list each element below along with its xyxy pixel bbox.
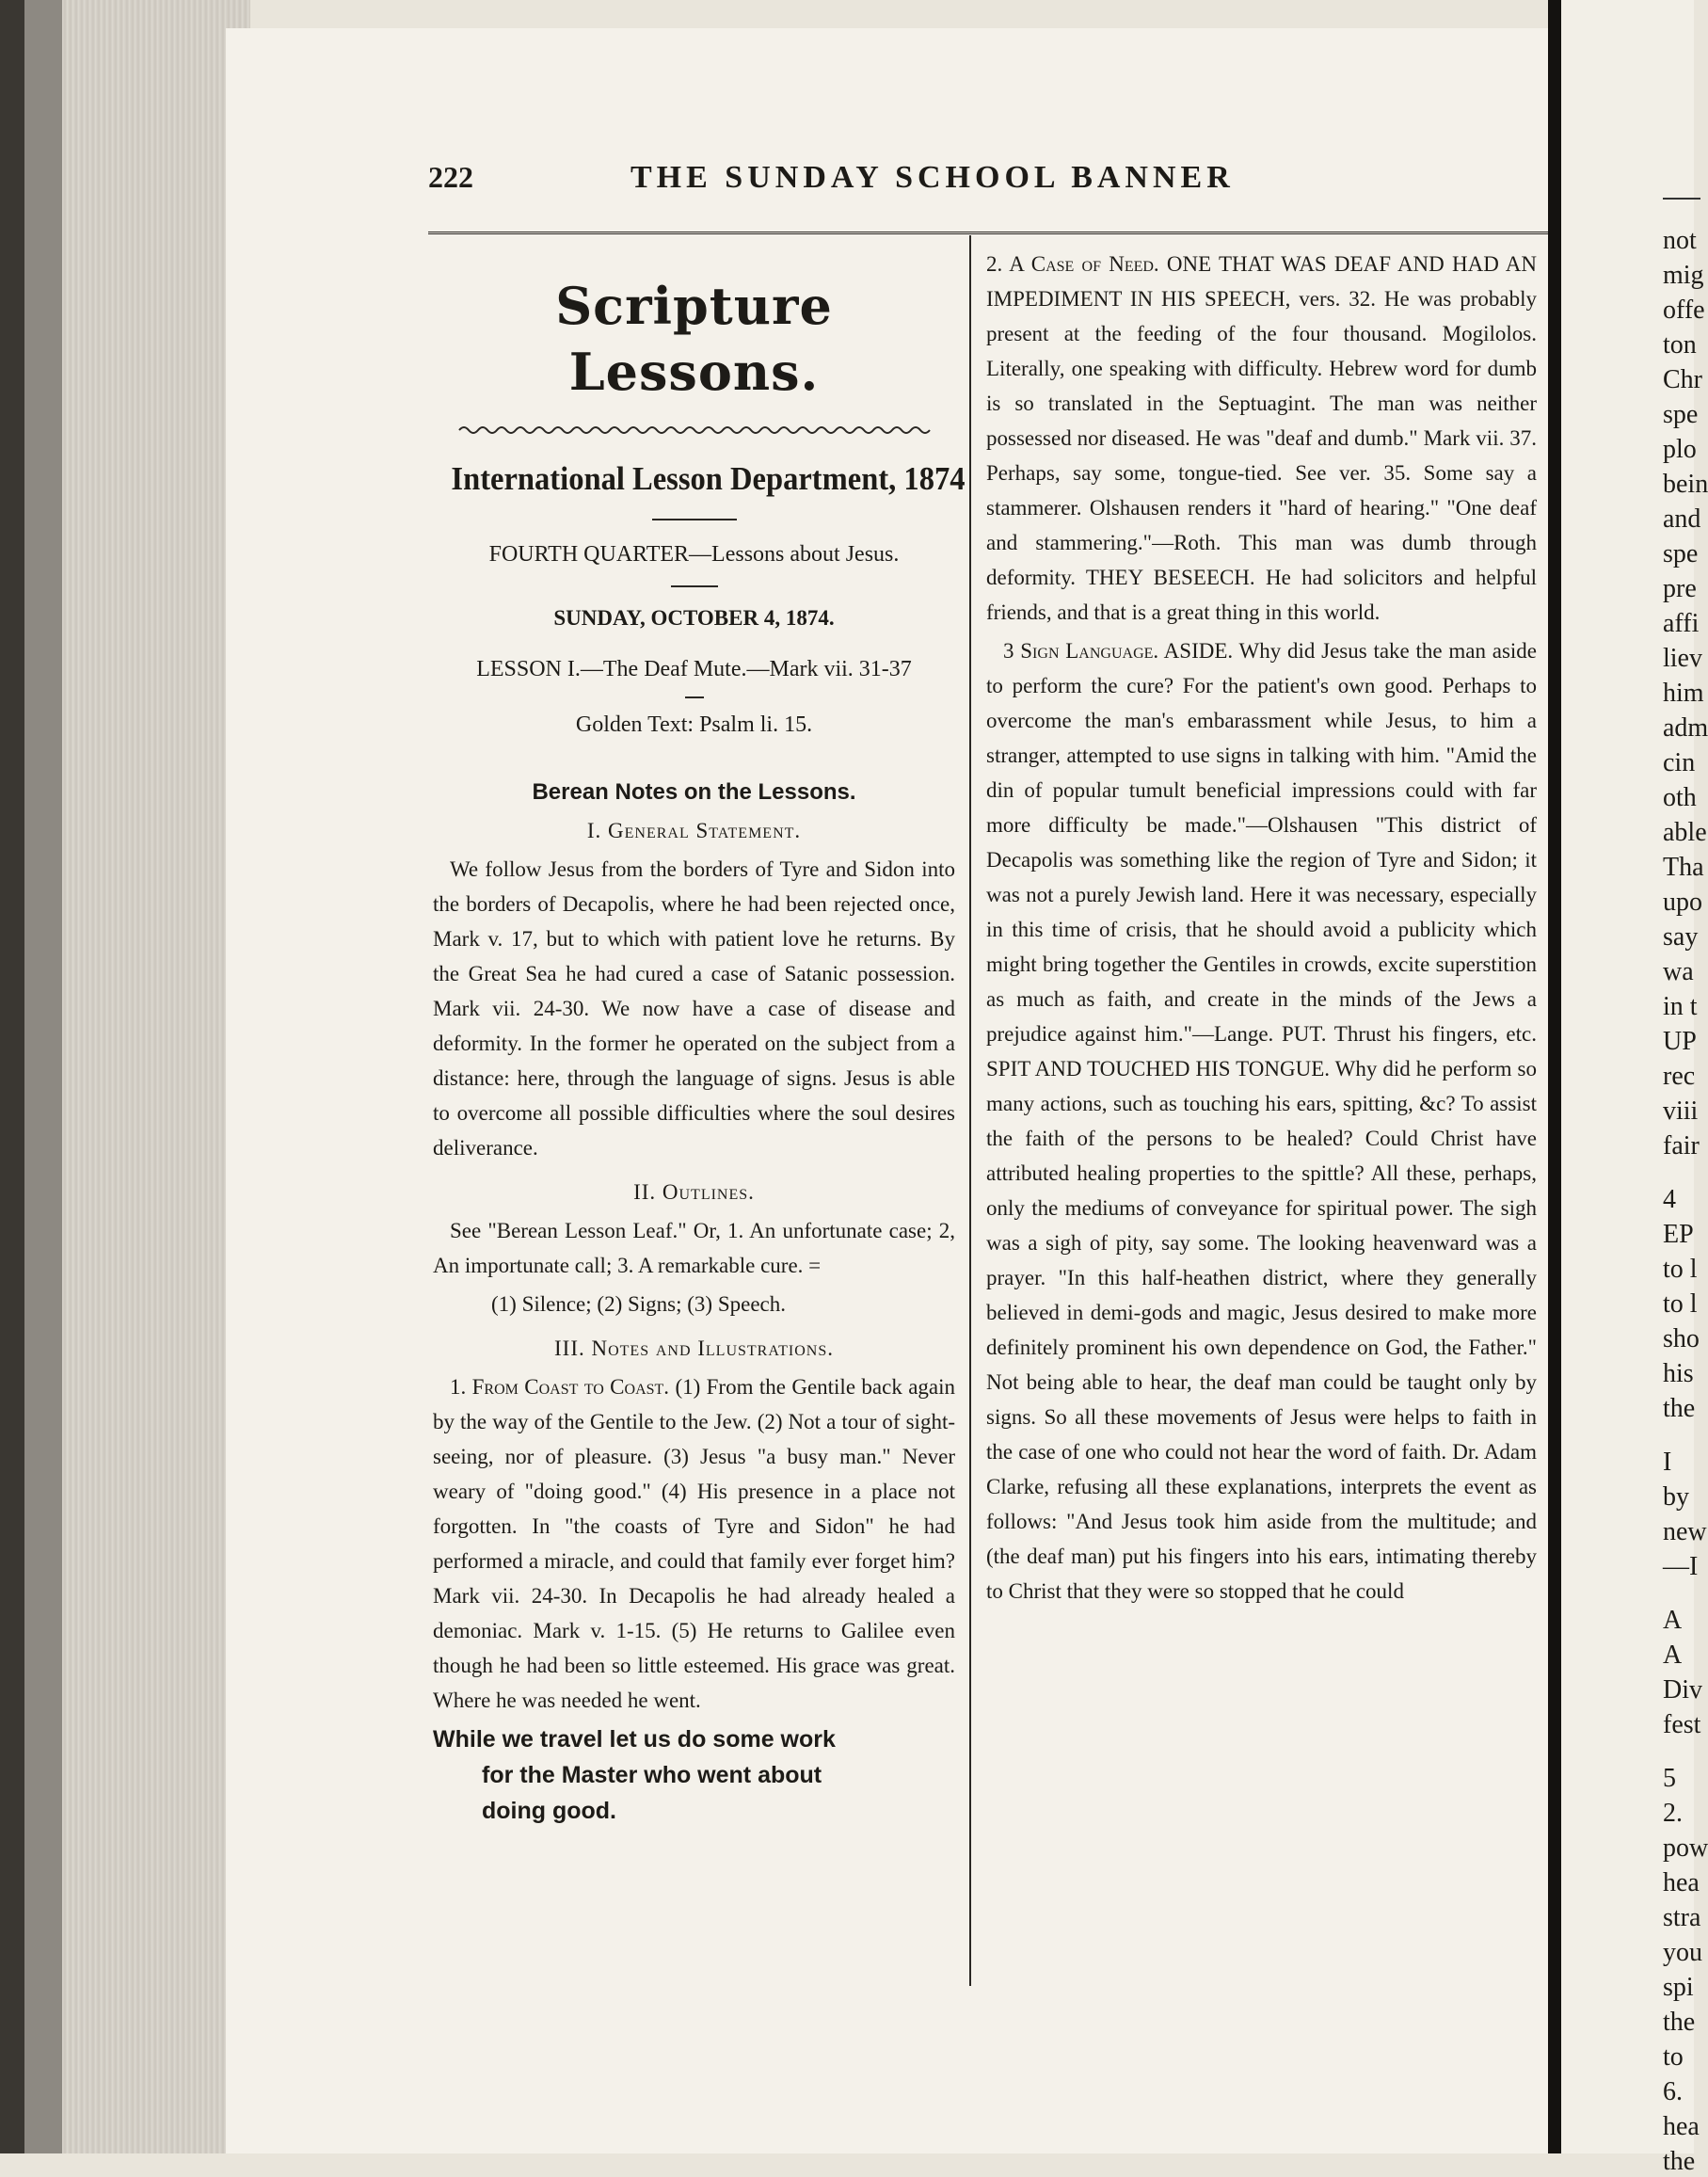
facing-page-line: spe [1663, 400, 1699, 429]
journal-title: THE SUNDAY SCHOOL BANNER [631, 160, 1235, 195]
facing-page-line: 4 [1663, 1185, 1676, 1214]
book-edge [24, 0, 62, 2153]
facing-page-line: new [1663, 1517, 1707, 1546]
outlines-heading: II. Outlines. [633, 1180, 755, 1204]
facing-page-line: A [1663, 1606, 1683, 1635]
divider [671, 585, 718, 587]
facing-page-line: plo [1663, 435, 1697, 464]
facing-page-line: A [1663, 1641, 1683, 1670]
facing-page-line: oth [1663, 783, 1697, 812]
general-statement-text: We follow Jesus from the borders of Tyre and Sidon into the borders of Decapolis, where he had been rejected once, Mark v. 17, but to which with patient love he returns. By the Great Sea he had cured a case of Satanic possession. Mark vii. 24-30. We now have a case of disease and deformity. In the former he operated on the subject from a distance: here, through the language of signs. Jesus is able to overcome all possible difficulties where the soul desires deliverance. [433, 857, 955, 1160]
facing-page-line: upo [1663, 888, 1702, 917]
facing-page-line: cin [1663, 748, 1696, 777]
note-3-text: ASIDE. Why did Jesus take the man aside to perform the cure? For the patient's own good. Perhaps to overcome the man's embarassment while Jesus, to him a stranger, attempted to use signs in talking with him. "Amid the din of popular tumult beneficial impressions could with far more difficulty be made."—Olshausen "This district of Decapolis was something like the region of Tyre and Sidon; it was not a purely Jewish land. Here it was necessary, especially in this time of crisis, that he should avoid a publicity which might bring together the Gentiles in crowds, excite superstition as much as faith, and create in the minds of the Jews a prejudice against him."—Lange. PUT. Thrust his fingers, etc. SPIT AND TOUCHED HIS TONGUE. Why did he perform so many actions, such as touching his ears, spitting, &c? To assist the faith of the persons to be healed? Could Christ have attributed healing properties to the spittle? All these, perhaps, only the mediums of conveyance for spiritual power. The sigh was a sigh of pity, say some. The looking heavenward was a prayer. "In this half-heathen district, where they generally believed in demi-gods and magic, Jesus desired to make more definitely prominent his own dependence on God, the Father." Not being able to hear, the deaf man could be taught only by signs. So all these movements of Jesus were helps to faith in the case of one who could not hear the word of faith. Dr. Adam Clarke, refusing all these explanations, interprets the event as follows: "And Jesus took him aside from the multitude; and (the deaf man) put his fingers into his ears, intimating thereby to Christ that they were so stopped that he could [986, 639, 1537, 1603]
facing-page-line: wa [1663, 957, 1694, 986]
facing-page-line: fest [1663, 1710, 1701, 1739]
facing-page-line: hea [1663, 1868, 1700, 1897]
notes-heading: III. Notes and Illustrations. [554, 1337, 834, 1360]
quarter-heading: FOURTH QUARTER—Lessons about Jesus. [488, 542, 900, 567]
facing-page-line: adm [1663, 713, 1708, 743]
note-2 [986, 247, 1537, 630]
berean-notes-title: Berean Notes on the Lessons. [532, 779, 856, 805]
facing-page-line: affi [1663, 609, 1700, 638]
facing-page-line: him [1663, 679, 1704, 708]
facing-page-line: say [1663, 922, 1699, 952]
note-3 [986, 633, 1537, 1609]
facing-page-line: sho [1663, 1324, 1700, 1353]
closing-line-3: doing good. [482, 1798, 617, 1824]
section-title: Scripture Lessons. [555, 276, 833, 402]
closing-line-2: for the Master who went about [482, 1762, 822, 1788]
header-rule [428, 232, 1548, 234]
facing-page-line: hea [1663, 2112, 1700, 2141]
note-1-text: (1) From the Gentile back again by the way of the Gentile to the Jew. (2) Not a tour of sight-seeing, nor of pleasure. (3) Jesus "a busy man." Never weary of "doing good." (4) His presence in a place not forgotten. In "the coasts of Tyre and Sidon" he had performed a miracle, and could that family ever forget him? Mark vii. 24-30. In Decapolis he had already healed a demoniac. Mark v. 1-15. (5) He returns to Galilee even though he had been so little esteemed. His grace was great. Where he was needed he went. [433, 1375, 956, 1712]
facing-page-line: I [1663, 1448, 1672, 1477]
wavy-rule [433, 412, 955, 447]
note-1 [433, 1369, 955, 1718]
facing-page-line: 5 [1663, 1764, 1676, 1793]
facing-page-line: EP [1663, 1220, 1694, 1249]
outlines-list: (1) Silence; (2) Signs; (3) Speech. [491, 1292, 786, 1316]
closing-exhortation [433, 1721, 955, 1829]
golden-text: Golden Text: Psalm li. 15. [575, 712, 813, 737]
facing-page-line: offe [1663, 296, 1705, 325]
facing-page-line: the [1663, 1394, 1696, 1423]
department-title: International Lesson Department, 1874 [451, 460, 966, 497]
facing-page-line: 2. [1663, 1799, 1683, 1828]
left-column [433, 254, 966, 1829]
lesson-heading: LESSON I.—The Deaf Mute.—Mark vii. 31-37 [476, 657, 912, 681]
facing-page-fragment [1561, 0, 1708, 2176]
outlines-text: See "Berean Lesson Leaf." Or, 1. An unfortunate case; 2, An importunate call; 3. A remarkable cure. = [433, 1219, 955, 1277]
facing-page-line: spe [1663, 539, 1699, 568]
facing-page-line: to l [1663, 1255, 1698, 1284]
book-spine [0, 0, 24, 2153]
column-divider [969, 235, 971, 1986]
facing-page-line: 6. [1663, 2077, 1683, 2106]
running-header [428, 160, 1294, 207]
facing-page-line: by [1663, 1482, 1689, 1512]
facing-page-line: to [1663, 2042, 1684, 2072]
page-number: 222 [428, 160, 473, 194]
closing-line-1: While we travel let us do some work [433, 1726, 836, 1753]
facing-page-line: pow [1663, 1833, 1708, 1863]
facing-page-line: to l [1663, 1289, 1698, 1319]
facing-page-line: stra [1663, 1903, 1701, 1932]
facing-page-line: Div [1663, 1675, 1702, 1705]
facing-page-line: able [1663, 818, 1707, 847]
facing-page-line: liev [1663, 644, 1702, 673]
note-3-heading: 3 Sign Language. [1003, 639, 1159, 663]
facing-page-line: rec [1663, 1062, 1696, 1091]
facing-page-line: in t [1663, 992, 1698, 1021]
facing-page-line: ton [1663, 330, 1697, 360]
facing-page-line: the [1663, 2008, 1696, 2037]
facing-page-line: not [1663, 226, 1697, 255]
facing-page-line: fair [1663, 1131, 1700, 1161]
facing-page-rule [1663, 198, 1700, 200]
divider [685, 696, 704, 698]
note-1-heading: 1. From Coast to Coast. [450, 1375, 670, 1399]
page-stack-edges [62, 0, 250, 2153]
facing-page-line: viii [1663, 1097, 1699, 1126]
facing-page-line: —I [1663, 1552, 1699, 1581]
general-statement-heading: I. General Statement. [586, 819, 802, 842]
facing-page-line: spi [1663, 1973, 1694, 2002]
facing-page-line: his [1663, 1359, 1694, 1388]
facing-page-line: Chr [1663, 365, 1702, 394]
binding-gutter [1548, 0, 1561, 2153]
facing-page-line: bein [1663, 470, 1708, 499]
lesson-date: SUNDAY, OCTOBER 4, 1874. [553, 606, 835, 630]
facing-page-line: the [1663, 2147, 1696, 2176]
note-2-heading: 2. A Case of Need. [986, 252, 1159, 276]
divider [652, 519, 737, 520]
facing-page-line: UP [1663, 1027, 1697, 1056]
note-2-text: ONE THAT WAS DEAF AND HAD AN IMPEDIMENT IN HIS SPEECH, vers. 32. He was probably present at the feeding of the four thousand. Mogilolos. Literally, one speaking with difficulty. Hebrew word for dumb is so translated in the Septuagint. The man was neither possessed nor diseased. He was "deaf and dumb." Mark vii. 37. Perhaps, say some, tongue-tied. See ver. 35. Some say a stammerer. Olshausen renders it "hard of hearing." "One deaf and stammering."—Roth. This man was dumb through deformity. THEY BESEECH. He had solicitors and helpful friends, and that is a great thing in this world. [986, 252, 1537, 624]
facing-page-line: you [1663, 1938, 1702, 1967]
facing-page-line: Tha [1663, 853, 1704, 882]
right-column [986, 243, 1537, 1612]
facing-page-line: pre [1663, 574, 1697, 603]
facing-page-line: and [1663, 504, 1701, 534]
facing-page-line: mig [1663, 261, 1704, 290]
